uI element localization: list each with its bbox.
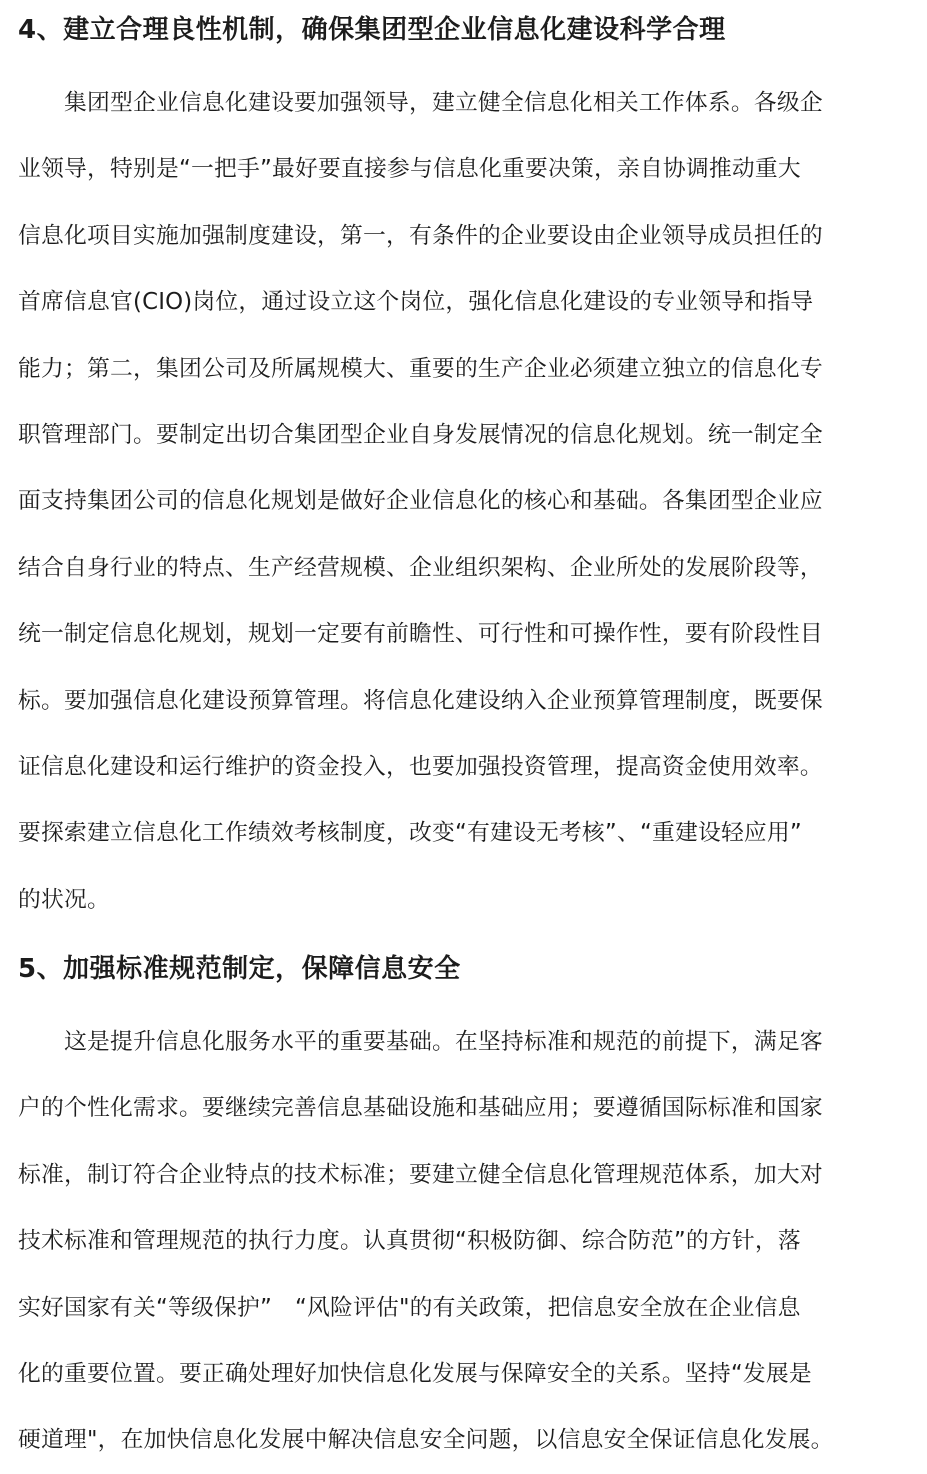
body-line: 的状况。 xyxy=(18,886,110,913)
body-line: 业领导，特别是“一把手”最好要直接参与信息化重要决策，亲自协调推动重大 xyxy=(18,156,801,183)
section-4-heading: 4、建立合理良性机制，确保集团型企业信息化建设科学合理 xyxy=(18,15,726,45)
body-line: 硬道理"，在加快信息化发展中解决信息安全问题，以信息安全保证信息化发展。 xyxy=(18,1427,834,1454)
body-line: 信息化项目实施加强制度建设，第一，有条件的企业要设由企业领导成员担任的 xyxy=(18,222,823,249)
body-line: 技术标准和管理规范的执行力度。认真贯彻“积极防御、综合防范”的方针，落 xyxy=(18,1228,801,1255)
body-line: 实好国家有关“等级保护” “风险评估"的有关政策，把信息安全放在企业信息 xyxy=(18,1294,801,1321)
section-4-body xyxy=(18,70,913,933)
body-line: 化的重要位置。要正确处理好加快信息化发展与保障安全的关系。坚持“发展是 xyxy=(18,1360,812,1387)
body-line: 这是提升信息化服务水平的重要基础。在坚持标准和规范的前提下，满足客 xyxy=(18,1029,823,1055)
section-5-body xyxy=(18,1009,913,1474)
body-line: 能力；第二，集团公司及所属规模大、重要的生产企业必须建立独立的信息化专 xyxy=(18,355,823,382)
body-line: 统一制定信息化规划，规划一定要有前瞻性、可行性和可操作性，要有阶段性目 xyxy=(18,621,823,648)
body-line: 要探索建立信息化工作绩效考核制度，改变“有建设无考核”、“重建设轻应用” xyxy=(18,820,802,847)
body-line: 集团型企业信息化建设要加强领导，建立健全信息化相关工作体系。各级企 xyxy=(18,90,823,116)
body-line: 面支持集团公司的信息化规划是做好企业信息化的核心和基础。各集团型企业应 xyxy=(18,488,823,515)
body-line: 标。要加强信息化建设预算管理。将信息化建设纳入企业预算管理制度，既要保 xyxy=(18,687,823,714)
section-5-heading: 5、加强标准规范制定，保障信息安全 xyxy=(18,954,461,984)
body-line: 结合自身行业的特点、生产经营规模、企业组织架构、企业所处的发展阶段等， xyxy=(18,554,823,581)
body-line: 首席信息官(CIO)岗位，通过设立这个岗位，强化信息化建设的专业领导和指导 xyxy=(18,289,814,316)
body-line: 户的个性化需求。要继续完善信息基础设施和基础应用；要遵循国际标准和国家 xyxy=(18,1095,823,1122)
body-line: 职管理部门。要制定出切合集团型企业自身发展情况的信息化规划。统一制定全 xyxy=(18,421,823,448)
body-line: 证信息化建设和运行维护的资金投入，也要加强投资管理，提高资金使用效率。 xyxy=(18,753,823,780)
body-line: 标准，制订符合企业特点的技术标准；要建立健全信息化管理规范体系，加大对 xyxy=(18,1161,823,1188)
